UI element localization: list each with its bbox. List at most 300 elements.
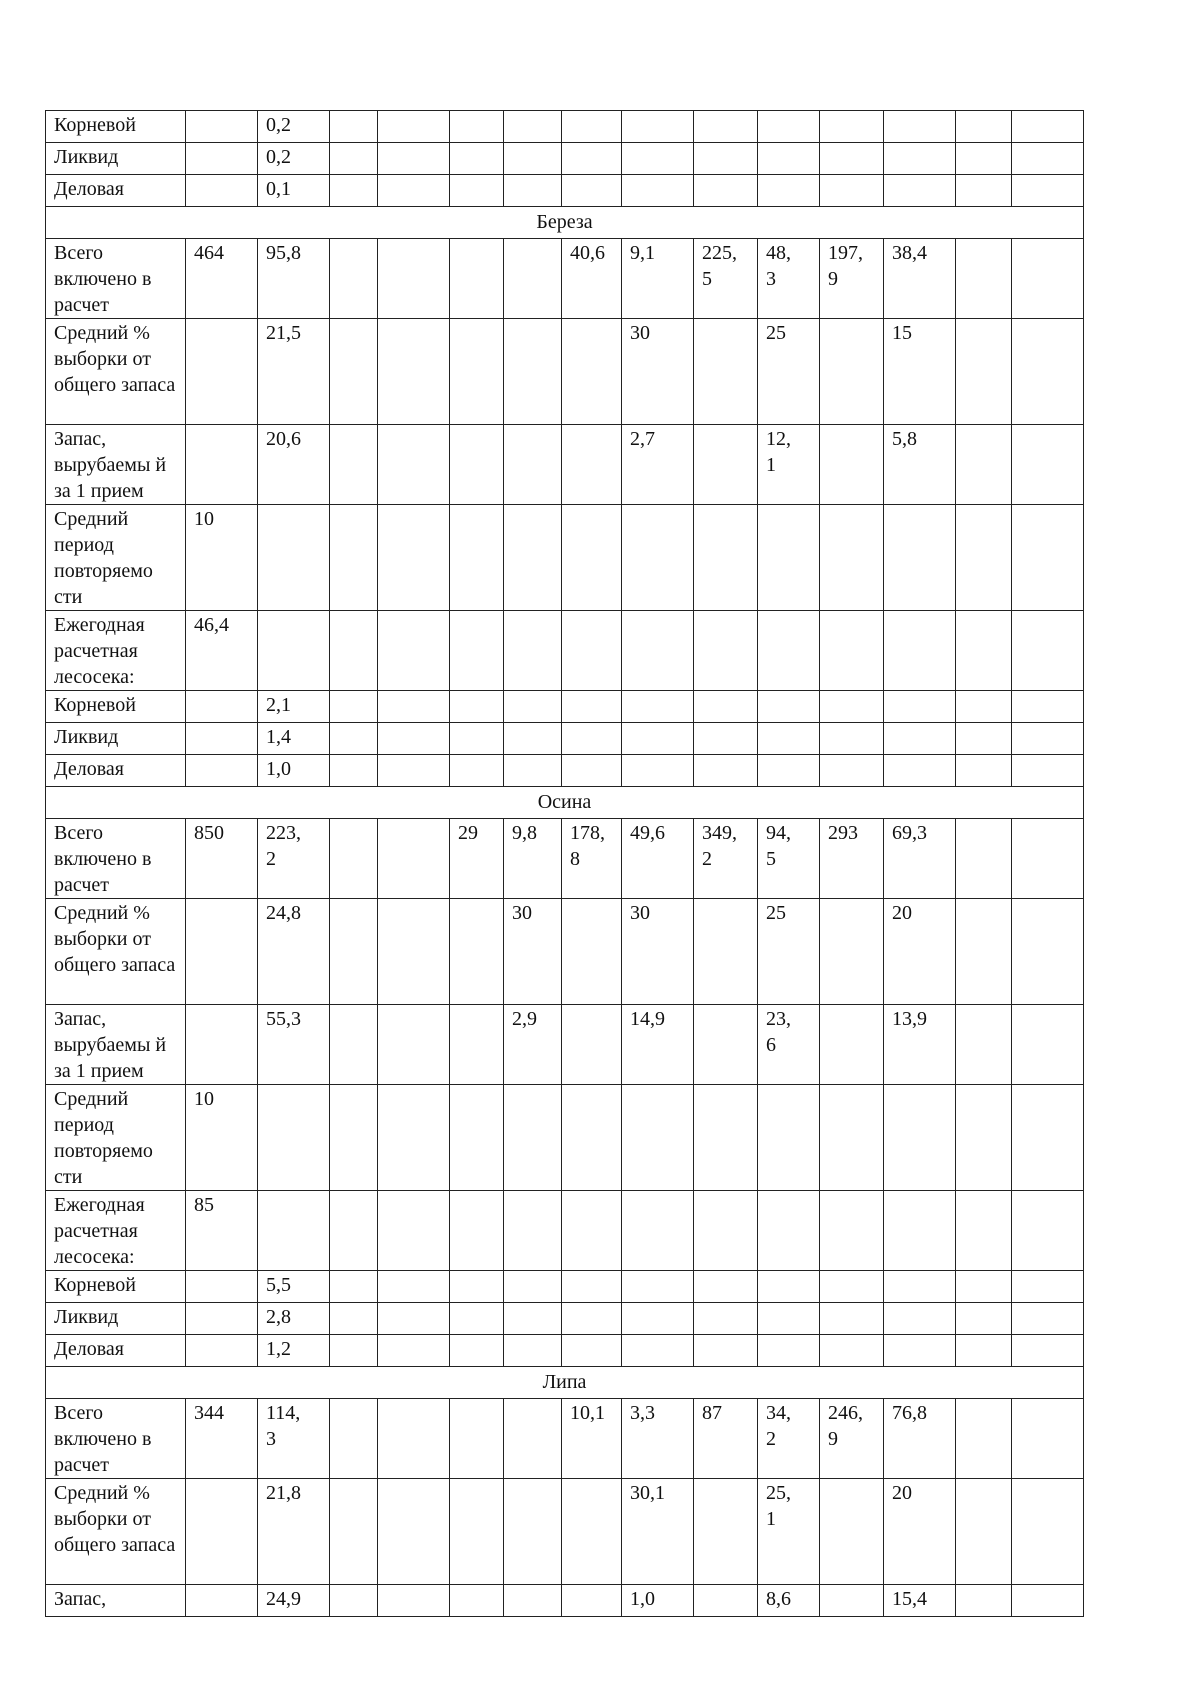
table-cell: 15,4: [884, 1585, 956, 1617]
table-cell: [956, 1585, 1012, 1617]
table-cell: 30: [504, 899, 562, 1005]
table-cell: [330, 505, 378, 611]
row-label-cell: Средний % выборки от общего запаса: [46, 319, 186, 425]
table-cell: [694, 1085, 758, 1191]
table-cell: [450, 1191, 504, 1271]
table-cell: [330, 755, 378, 787]
table-cell: [330, 1479, 378, 1585]
table-cell: [504, 1303, 562, 1335]
table-cell: 13,9: [884, 1005, 956, 1085]
table-cell: [884, 1335, 956, 1367]
table-cell: 34, 2: [758, 1399, 820, 1479]
table-cell: [758, 1303, 820, 1335]
table-row: [46, 1399, 1084, 1479]
table-cell: [504, 723, 562, 755]
table-cell: [956, 175, 1012, 207]
row-label-cell: Деловая: [46, 1335, 186, 1367]
table-cell: [450, 1303, 504, 1335]
table-cell: [504, 1585, 562, 1617]
table-cell: [884, 175, 956, 207]
table-cell: [956, 1005, 1012, 1085]
table-row: [46, 1271, 1084, 1303]
table-cell: [330, 239, 378, 319]
table-cell: 25, 1: [758, 1479, 820, 1585]
table-cell: 464: [186, 239, 258, 319]
table-cell: 24,9: [258, 1585, 330, 1617]
row-label-cell: Всего включено в расчет: [46, 1399, 186, 1479]
table-cell: [622, 175, 694, 207]
table-cell: [378, 505, 450, 611]
table-row: [46, 755, 1084, 787]
table-cell: [378, 175, 450, 207]
row-label-cell: Запас, вырубаемы й за 1 прием: [46, 1005, 186, 1085]
table-cell: [562, 175, 622, 207]
table-cell: [820, 1479, 884, 1585]
table-cell: [504, 143, 562, 175]
table-cell: [450, 175, 504, 207]
table-row: [46, 1479, 1084, 1585]
table-cell: [758, 1335, 820, 1367]
table-cell: [820, 1585, 884, 1617]
table-cell: [1012, 723, 1084, 755]
table-cell: 46,4: [186, 611, 258, 691]
table-cell: 349, 2: [694, 819, 758, 899]
table-cell: [758, 1191, 820, 1271]
table-cell: [694, 505, 758, 611]
table-cell: 0,1: [258, 175, 330, 207]
table-cell: [378, 143, 450, 175]
table-cell: [820, 755, 884, 787]
table-cell: [758, 1271, 820, 1303]
table-cell: [562, 143, 622, 175]
table-cell: 1,2: [258, 1335, 330, 1367]
table-cell: [562, 111, 622, 143]
table-cell: [450, 425, 504, 505]
table-row: [46, 819, 1084, 899]
table-cell: [562, 505, 622, 611]
table-cell: [186, 143, 258, 175]
table-cell: 225, 5: [694, 239, 758, 319]
table-cell: 3,3: [622, 1399, 694, 1479]
table-cell: [258, 611, 330, 691]
table-cell: [562, 1303, 622, 1335]
table-cell: [562, 1585, 622, 1617]
table-cell: 9,1: [622, 239, 694, 319]
table-cell: 55,3: [258, 1005, 330, 1085]
table-row: [46, 175, 1084, 207]
table-cell: [330, 143, 378, 175]
table-cell: 14,9: [622, 1005, 694, 1085]
table-cell: [758, 1085, 820, 1191]
table-cell: [378, 1085, 450, 1191]
table-cell: [378, 1335, 450, 1367]
table-cell: [330, 1585, 378, 1617]
table-cell: 20: [884, 899, 956, 1005]
row-label-cell: Корневой: [46, 111, 186, 143]
table-cell: [378, 1585, 450, 1617]
table-cell: [450, 691, 504, 723]
table-cell: [694, 899, 758, 1005]
table-cell: [1012, 1585, 1084, 1617]
table-cell: [956, 1271, 1012, 1303]
species-header-row: [46, 1367, 1084, 1399]
species-title: Осина: [46, 787, 1084, 819]
table-cell: 69,3: [884, 819, 956, 899]
table-cell: [186, 1479, 258, 1585]
table-row: [46, 723, 1084, 755]
table-cell: [622, 691, 694, 723]
table-cell: [186, 111, 258, 143]
table-cell: [450, 1005, 504, 1085]
table-row: [46, 1335, 1084, 1367]
table-cell: [378, 239, 450, 319]
table-cell: [758, 143, 820, 175]
table-cell: [1012, 819, 1084, 899]
table-cell: [330, 1191, 378, 1271]
table-cell: [622, 1335, 694, 1367]
table-cell: [1012, 239, 1084, 319]
table-cell: [378, 611, 450, 691]
table-cell: 29: [450, 819, 504, 899]
table-cell: [622, 1271, 694, 1303]
table-cell: 25: [758, 899, 820, 1005]
table-cell: 15: [884, 319, 956, 425]
table-cell: [330, 611, 378, 691]
row-label-cell: Всего включено в расчет: [46, 239, 186, 319]
table-cell: 5,8: [884, 425, 956, 505]
table-cell: [1012, 611, 1084, 691]
table-row: [46, 1191, 1084, 1271]
table-cell: [330, 1399, 378, 1479]
table-cell: 10,1: [562, 1399, 622, 1479]
table-cell: [1012, 111, 1084, 143]
table-cell: [820, 1335, 884, 1367]
table-cell: [504, 319, 562, 425]
table-row: [46, 143, 1084, 175]
table-cell: [694, 1005, 758, 1085]
table-cell: [694, 425, 758, 505]
table-cell: [694, 611, 758, 691]
table-cell: 1,4: [258, 723, 330, 755]
table-cell: [694, 1191, 758, 1271]
table-cell: [330, 819, 378, 899]
table-cell: [186, 1585, 258, 1617]
table-cell: [758, 175, 820, 207]
row-label-cell: Корневой: [46, 691, 186, 723]
species-header-row: [46, 787, 1084, 819]
table-cell: [504, 505, 562, 611]
table-row: [46, 1303, 1084, 1335]
table-cell: [1012, 691, 1084, 723]
table-cell: [378, 1479, 450, 1585]
table-cell: 0,2: [258, 111, 330, 143]
table-cell: [622, 1303, 694, 1335]
species-title: Липа: [46, 1367, 1084, 1399]
table-cell: [450, 611, 504, 691]
table-cell: 10: [186, 1085, 258, 1191]
table-cell: [504, 239, 562, 319]
table-cell: 23, 6: [758, 1005, 820, 1085]
table-cell: [758, 723, 820, 755]
table-cell: [330, 1085, 378, 1191]
table-cell: [758, 505, 820, 611]
table-cell: [694, 1479, 758, 1585]
table-cell: [450, 505, 504, 611]
table-cell: [758, 755, 820, 787]
table-cell: 197, 9: [820, 239, 884, 319]
row-label-cell: Средний период повторяемо сти: [46, 505, 186, 611]
table-cell: [450, 899, 504, 1005]
table-cell: 87: [694, 1399, 758, 1479]
table-cell: [1012, 1335, 1084, 1367]
table-cell: [186, 1271, 258, 1303]
table-cell: [258, 1085, 330, 1191]
row-label-cell: Деловая: [46, 755, 186, 787]
table-cell: [884, 143, 956, 175]
table-cell: [1012, 143, 1084, 175]
table-cell: [1012, 1303, 1084, 1335]
table-cell: [330, 691, 378, 723]
table-cell: [378, 1303, 450, 1335]
table-cell: 850: [186, 819, 258, 899]
table-cell: [694, 1303, 758, 1335]
table-cell: [186, 1335, 258, 1367]
table-cell: [884, 1191, 956, 1271]
table-cell: [622, 505, 694, 611]
table-cell: 85: [186, 1191, 258, 1271]
table-cell: [186, 899, 258, 1005]
table-cell: [694, 143, 758, 175]
table-cell: [820, 505, 884, 611]
table-cell: [884, 691, 956, 723]
table-cell: 20: [884, 1479, 956, 1585]
table-cell: [956, 899, 1012, 1005]
table-cell: [956, 1335, 1012, 1367]
table-cell: [694, 723, 758, 755]
table-cell: [694, 755, 758, 787]
row-label-cell: Запас, вырубаемы й за 1 прием: [46, 425, 186, 505]
table-cell: [820, 1303, 884, 1335]
table-cell: [1012, 1271, 1084, 1303]
table-cell: 76,8: [884, 1399, 956, 1479]
table-cell: [186, 319, 258, 425]
table-cell: [1012, 319, 1084, 425]
table-cell: [956, 425, 1012, 505]
row-label-cell: Ежегодная расчетная лесосека:: [46, 1191, 186, 1271]
table-cell: 178, 8: [562, 819, 622, 899]
table-cell: [450, 1271, 504, 1303]
table-cell: [956, 819, 1012, 899]
table-cell: [884, 611, 956, 691]
table-cell: [378, 819, 450, 899]
table-cell: [378, 425, 450, 505]
table-cell: [450, 143, 504, 175]
table-cell: [956, 505, 1012, 611]
table-cell: [186, 755, 258, 787]
table-cell: [956, 1479, 1012, 1585]
table-cell: [330, 425, 378, 505]
table-cell: [1012, 1005, 1084, 1085]
table-cell: 2,1: [258, 691, 330, 723]
table-cell: [956, 239, 1012, 319]
table-cell: [1012, 175, 1084, 207]
table-cell: [330, 1271, 378, 1303]
table-cell: [884, 1271, 956, 1303]
row-label-cell: Ликвид: [46, 723, 186, 755]
table-cell: [820, 611, 884, 691]
table-row: [46, 691, 1084, 723]
table-row: [46, 239, 1084, 319]
table-cell: [330, 111, 378, 143]
table-cell: [1012, 1085, 1084, 1191]
table-cell: [694, 175, 758, 207]
row-label-cell: Средний % выборки от общего запаса: [46, 1479, 186, 1585]
table-row: [46, 111, 1084, 143]
table-cell: [378, 319, 450, 425]
table-cell: [820, 319, 884, 425]
table-cell: [694, 1335, 758, 1367]
table-cell: [1012, 1479, 1084, 1585]
table-cell: [820, 723, 884, 755]
table-cell: [378, 111, 450, 143]
table-cell: [884, 111, 956, 143]
table-cell: [1012, 1191, 1084, 1271]
table-cell: 9,8: [504, 819, 562, 899]
table-cell: [504, 1271, 562, 1303]
table-cell: [562, 425, 622, 505]
table-cell: 30,1: [622, 1479, 694, 1585]
table-cell: [258, 1191, 330, 1271]
table-cell: [504, 111, 562, 143]
table-cell: 223, 2: [258, 819, 330, 899]
table-cell: [884, 1085, 956, 1191]
table-cell: [622, 755, 694, 787]
table-cell: [622, 723, 694, 755]
table-cell: [450, 111, 504, 143]
table-cell: [378, 755, 450, 787]
table-cell: [186, 691, 258, 723]
table-row: [46, 611, 1084, 691]
table-cell: [378, 1005, 450, 1085]
table-cell: [622, 111, 694, 143]
table-cell: [758, 111, 820, 143]
table-cell: [504, 1191, 562, 1271]
table-cell: 10: [186, 505, 258, 611]
table-cell: [820, 691, 884, 723]
table-cell: [562, 723, 622, 755]
row-label-cell: Ежегодная расчетная лесосека:: [46, 611, 186, 691]
table-cell: 30: [622, 899, 694, 1005]
table-cell: 293: [820, 819, 884, 899]
row-label-cell: Средний период повторяемо сти: [46, 1085, 186, 1191]
table-cell: [1012, 899, 1084, 1005]
table-cell: [884, 755, 956, 787]
table-cell: [330, 175, 378, 207]
table-cell: [562, 899, 622, 1005]
table-cell: [820, 1271, 884, 1303]
table-cell: [622, 143, 694, 175]
table-cell: [330, 1005, 378, 1085]
table-cell: 8,6: [758, 1585, 820, 1617]
row-label-cell: Деловая: [46, 175, 186, 207]
table-cell: 246, 9: [820, 1399, 884, 1479]
table-cell: [504, 175, 562, 207]
table-cell: [504, 691, 562, 723]
row-label-cell: Средний % выборки от общего запаса: [46, 899, 186, 1005]
table-cell: 2,7: [622, 425, 694, 505]
table-cell: [1012, 1399, 1084, 1479]
table-cell: [562, 611, 622, 691]
table-cell: [378, 899, 450, 1005]
table-cell: 12, 1: [758, 425, 820, 505]
row-label-cell: Корневой: [46, 1271, 186, 1303]
table-cell: 95,8: [258, 239, 330, 319]
table-cell: 5,5: [258, 1271, 330, 1303]
table-row: [46, 505, 1084, 611]
table-cell: 1,0: [258, 755, 330, 787]
table-cell: [330, 1335, 378, 1367]
table-cell: [450, 1479, 504, 1585]
table-row: [46, 425, 1084, 505]
table-cell: [562, 319, 622, 425]
table-cell: [562, 1191, 622, 1271]
table-cell: [450, 239, 504, 319]
table-cell: [378, 691, 450, 723]
table-cell: [820, 1191, 884, 1271]
table-cell: [820, 175, 884, 207]
table-cell: [504, 1399, 562, 1479]
row-label-cell: Ликвид: [46, 143, 186, 175]
table-cell: [378, 1399, 450, 1479]
table-cell: [330, 899, 378, 1005]
table-cell: [562, 691, 622, 723]
table-cell: [330, 723, 378, 755]
table-cell: [186, 425, 258, 505]
table-cell: [956, 723, 1012, 755]
table-cell: [450, 319, 504, 425]
table-cell: [450, 1335, 504, 1367]
table-cell: [694, 691, 758, 723]
table-cell: [504, 755, 562, 787]
table-cell: [186, 723, 258, 755]
species-header-row: [46, 207, 1084, 239]
table-cell: [378, 723, 450, 755]
row-label-cell: Запас,: [46, 1585, 186, 1617]
table-cell: [450, 755, 504, 787]
table-cell: 2,9: [504, 1005, 562, 1085]
table-cell: [562, 1479, 622, 1585]
table-cell: [562, 1335, 622, 1367]
table-cell: [1012, 755, 1084, 787]
table-row: [46, 1585, 1084, 1617]
table-cell: 25: [758, 319, 820, 425]
table-cell: 94, 5: [758, 819, 820, 899]
table-cell: [694, 319, 758, 425]
table-cell: 48, 3: [758, 239, 820, 319]
table-cell: [378, 1191, 450, 1271]
table-cell: 49,6: [622, 819, 694, 899]
table-cell: [258, 505, 330, 611]
table-cell: [622, 1085, 694, 1191]
table-cell: [450, 1085, 504, 1191]
table-cell: [562, 1005, 622, 1085]
table-cell: [450, 723, 504, 755]
table-cell: [694, 1585, 758, 1617]
table-cell: [622, 1191, 694, 1271]
table-cell: [450, 1585, 504, 1617]
table-cell: [956, 1399, 1012, 1479]
table-cell: [956, 1303, 1012, 1335]
